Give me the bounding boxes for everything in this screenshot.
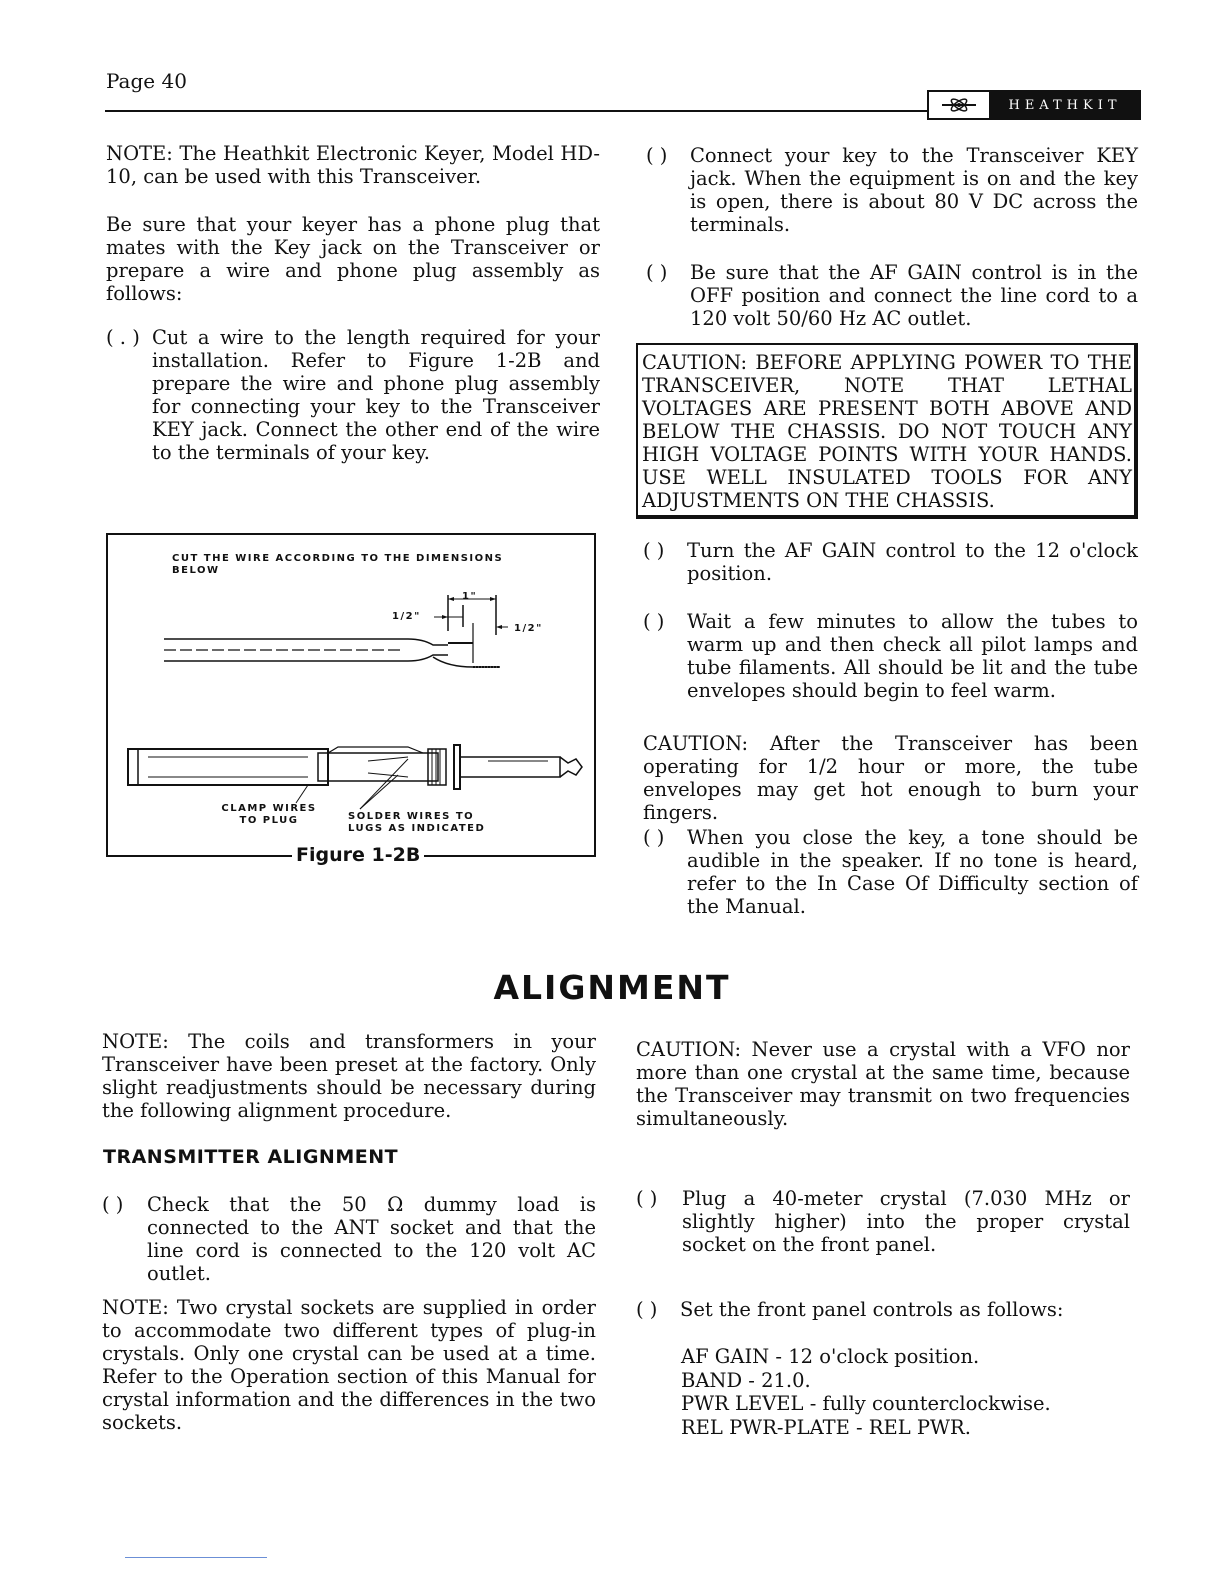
dimension-half-inch-left: 1/2" [392,611,421,622]
step-checkbox[interactable]: ( ) [643,610,665,633]
step-cut-wire [106,326,600,466]
footer-rule [125,1557,267,1558]
step-text: Be sure that the AF GAIN control is in the OFF position and connect the line cord to a 120 volt 50/60 Hz AC outlet. [690,261,1138,330]
step-checkbox[interactable]: ( ) [643,539,665,562]
figure-caption: Figure 1-2B [292,844,424,866]
atom-symbol-icon [942,96,976,114]
caution-hot-tubes: CAUTION: After the Transceiver has been operating for 1/2 hour or more, the tube envelopes may get hot enough to burn your fingers. [643,732,1138,824]
step-checkbox[interactable]: ( ) [643,826,665,849]
step-text: Connect your key to the Transceiver KEY jack. When the equipment is on and the key is open, there is about 80 V DC across the terminals. [690,144,1138,236]
header-rule [105,110,927,112]
control-settings-list [681,1345,1131,1439]
dimension-half-inch-right: 1/2" [514,623,543,634]
step-connect-key [646,144,1138,239]
section-title-alignment: ALIGNMENT [493,968,731,1007]
dimension-one-inch: 1" [462,591,478,602]
note-coils: NOTE: The coils and transformers in your Transceiver have been preset at the factory. Only slight readjustments should be necessary during the following alignment procedure. [102,1030,596,1122]
caution-lethal-voltage: CAUTION: BEFORE APPLYING POWER TO THE TRANSCEIVER, NOTE THAT LETHAL VOLTAGES ARE PRESENT BOTH ABOVE AND BELOW THE CHASSIS. DO NOT TOUCH ANY HIGH VOLTAGE POINTS WITH YOUR HANDS. USE WELL INSULATED TOOLS FOR ANY ADJUSTMENTS ON THE CHASSIS. [636,343,1138,519]
step-text: Check that the 50 Ω dummy load is connected to the ANT socket and that the line cord is connected to the 120 volt AC outlet. [147,1193,596,1285]
note-keyer: NOTE: The Heathkit Electronic Keyer, Model HD-10, can be used with this Transceiver. [106,142,600,188]
step-checkbox[interactable]: ( ) [646,144,668,167]
subheading-transmitter-alignment: TRANSMITTER ALIGNMENT [103,1146,399,1168]
intro-paragraph: Be sure that your keyer has a phone plug that mates with the Key jack on the Transceiver or prepare a wire and phone plug assembly as follows: [106,213,600,305]
clamp-label: CLAMP WIRES TO PLUG [221,803,317,826]
setting-pwr-level: PWR LEVEL - fully counterclockwise. [681,1392,1051,1415]
step-text: Cut a wire to the length required for your installation. Refer to Figure 1-2B and prepare the wire and phone plug assembly for connecting your key to the Transceiver KEY jack. Connect the other end of the wire to the terminals of your key. [152,326,600,464]
setting-band: BAND - 21.0. [681,1368,811,1392]
step-af-gain-off [646,261,1138,333]
step-close-key [643,826,1138,921]
step-plug-crystal [636,1187,1130,1259]
solder-label: SOLDER WIRES TO LUGS AS INDICATED [348,811,486,834]
setting-rel-pwr-plate: REL PWR-PLATE - REL PWR. [681,1415,971,1439]
caution-vfo: CAUTION: Never use a crystal with a VFO nor more than one crystal at the same time, because the Transceiver may transmit on two frequencies simultaneously. [636,1038,1130,1130]
atom-logo-icon [929,92,991,118]
note-crystal-sockets: NOTE: Two crystal sockets are supplied in order to accommodate two different types of plug-in crystals. Only one crystal can be used at a time. Refer to the Operation section of this Manual for crystal information and the differences in the two sockets. [102,1296,596,1434]
caption-rule-left [106,855,296,857]
step-dummy-load [102,1193,596,1285]
setting-af-gain: AF GAIN - 12 o'clock position. [681,1345,980,1368]
step-af-gain-12 [643,539,1138,587]
heathkit-logo [927,90,1141,120]
step-checkbox[interactable]: ( . ) [106,326,140,349]
caption-rule-right [416,855,596,857]
logo-wordmark: HEATHKIT [991,92,1139,118]
step-wait-warm-up [643,610,1138,705]
wire-diagram [108,535,594,855]
step-checkbox[interactable]: ( ) [102,1193,124,1216]
figure-caption-row [106,844,596,868]
step-checkbox[interactable]: ( ) [636,1187,658,1210]
step-text: Set the front panel controls as follows: [680,1298,1064,1321]
figure-instruction: CUT THE WIRE ACCORDING TO THE DIMENSIONS BELOW [172,553,504,576]
page-number: Page 40 [106,69,187,93]
step-set-controls [636,1298,1130,1324]
step-text: Plug a 40-meter crystal (7.030 MHz or slightly higher) into the proper crystal socket on the front panel. [682,1187,1130,1256]
step-checkbox[interactable]: ( ) [646,261,668,284]
step-text: When you close the key, a tone should be audible in the speaker. If no tone is heard, refer to the In Case Of Difficulty section of the Manual. [687,826,1138,918]
figure-1-2b [106,533,596,856]
step-checkbox[interactable]: ( ) [636,1298,658,1321]
step-text: Wait a few minutes to allow the tubes to warm up and then check all pilot lamps and tube filaments. All should be lit and the tube envelopes should begin to feel warm. [687,610,1138,702]
step-text: Turn the AF GAIN control to the 12 o'clock position. [687,539,1138,585]
